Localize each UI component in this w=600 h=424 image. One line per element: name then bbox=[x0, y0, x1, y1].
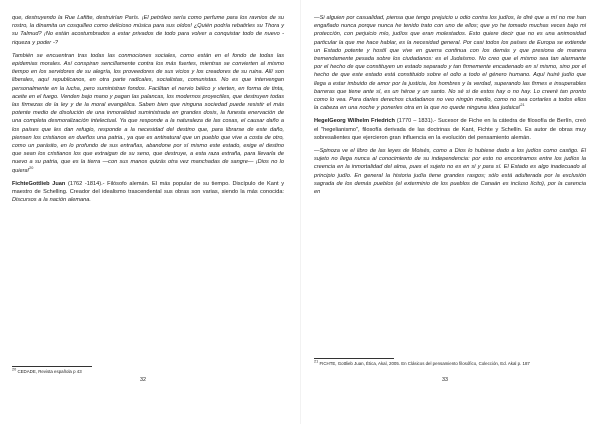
footnote-text: CEDADE, Revista española p 43 bbox=[16, 369, 82, 374]
footnote-rule bbox=[12, 366, 92, 367]
entry-heading: FichteGottlieb Juan bbox=[12, 180, 66, 187]
right-page bbox=[314, 14, 586, 414]
paragraph-text: (1770 – 1831).- Sucesor de Fiche en la cátedra de filosofía de Berlín, creó el "hegelianismo", filosofía derivada de las doctrinas de Kant, Fichte y Schellin. Es autor de obras muy sobresalientes que ejercieron gran influencia en la evolución del pensamiento alemán. bbox=[314, 118, 586, 141]
gutter-divider bbox=[300, 0, 301, 424]
footnote-mark: 21 bbox=[314, 359, 319, 364]
paragraph bbox=[314, 117, 586, 142]
paragraph-text: Discursos a la nación alemana. bbox=[12, 197, 91, 204]
page-number: 32 bbox=[140, 377, 146, 383]
footnote bbox=[12, 369, 284, 375]
paragraph-text: También se encuentran tras todas las conmociones sociales, como están en el fondo de todas las epidemias morales. Así conspiran sencillamente contra los más fuertes, mientras se convierten al mismo tiempo en los servidores de su alegría, los proveedores de sus vicios y los creadores de su ruina. Allí son liberales, aquí republicanos, en otra parte radicales, socialistas, comunistas. No es que intervengan personalmente en la lucha, pero suministran fondos. Facilitan el nervio bélico y vierten, en forma de tinta, aceite en el fuego. Venden bajo mano y pagan las palancas, los modernos proyectiles, que destruyen todas las firmezas de la ley y de la moral evangélica. Saben bien que ninguna sociedad puede resistir el más potente medio de disolución de una inmoralidad suministrada en grandes dosis, la funesta enervación de una completa desmoralización intelectual. Ya que responde a la naturaleza de las cosas, el causar daño a los países que les dan refugio, responde a la necesidad del destino que, para librarse de este daño, piensen los cristianos en dueños una patria., ya que es antinatural que un pueblo que vive a costa de otro, como un parásito, en lo profundo de sus entrañas, abandone por sí mismo este estado, exige el destino que sean los cristianos los que extraigan de su seno, que destruye, a esta raza extraña, para llevarla de nuevo a su patria, que es la tierra —con sus manos quizás otra vez manchadas de sangre— ¡Dios no lo quiera! bbox=[12, 52, 284, 174]
footnote-reference: 21 bbox=[520, 103, 525, 108]
footnote-rule bbox=[314, 358, 394, 359]
right-page-body bbox=[314, 14, 586, 196]
paragraph bbox=[12, 14, 284, 47]
left-page bbox=[12, 14, 284, 414]
footnote-reference: 20 bbox=[29, 165, 34, 170]
left-page-body bbox=[12, 14, 284, 204]
footnote-text: FICHTE, Gottlieb Juan, Ética, Akal, 2005. En Clásicos del pensamiento filosófico, Colección, Ed. Akal p. 187 bbox=[318, 361, 530, 366]
footnote bbox=[314, 361, 586, 367]
footnote-mark: 20 bbox=[12, 367, 17, 372]
page-number: 33 bbox=[442, 377, 448, 383]
paragraph bbox=[12, 180, 284, 205]
paragraph bbox=[314, 14, 586, 112]
paragraph bbox=[314, 147, 586, 196]
entry-heading: HegelGeorg Wilhelm Friedrich bbox=[314, 118, 395, 125]
paragraph-text: —Spinoza ve el libro de las leyes de Moisés, como a Dios lo hubiese dado a los judíos como castigo. El sujeto no llega nunca al conocimiento de su independencia: por esto no encontramos entre los judíos la creencia en la inmortalidad del alma, pues el sujeto no es en sí y para sí. El Estado es algo inadecuado al principio judío. En general la historia judía tiene grandes rasgos; sólo está adulterada por la exclusión sagrada de los demás pueblos (el exterminio de los pueblos de Canaán es incluso lícito), por la carencia en bbox=[314, 148, 586, 196]
paragraph-text: (1762 -1814).- Filósofo alemán. El más popular de su tiempo. Discípulo de Kant y maestro de Schelling. Creador del idealismo trascendental sus obras son varias, siendo la más conocida: bbox=[12, 180, 284, 196]
paragraph bbox=[12, 52, 284, 175]
paragraph-text: que, destruyendo la Rue Lafitte, destruirían París. ¡El petróleo sería como perfume para los ravnios de su rostro, la dinamita un cosquilleo como delicioso música para sus oídos! ¿Quién podría rebatirles su Thora y su Talmud? ¡No están acostumbrados a estar privados de todo para volver a conquistar todo de nuevo - riqueza y poder -? bbox=[12, 15, 284, 46]
paragraph-text: —Si alguien por casualidad, piensa que tengo prejuicio u odio contra los judíos, le diré que a mí no me han engañado nunca porque nunca he tenido trato con uno de ellos; que yo he tomado muchas veces bajo mi protección, con perjuicio mío, judíos que eran molestados. Esto quiere decir que no es una animosidad particular la que me hace hablar, es la necesidad general. Por casi todos los países de Europa se extiende un Estado potente y hostil que vive en guerra continua con los demás y que presiona de manera tremendamente pesada sobre los ciudadanos: es el Judaísmo. No creo que el mismo sea tan alarmante por el hecho de que constituyen un estado separado y tan firmemente encadenado en sí mismo, sino por el hecho de que este estado está constituido sobre el odio a todo el género humano. Aquí huiré judío que llega a estar imbuido de amor por la justicia, los hombres y la verdad, superando las firmes e insuperables barreras que tiene ante sí, es un héroe y un santo. No sé si de estos hay o no hay. Lo creeré tan pronto como lo vea. Para darles derechos ciudadanos no veo ningún medio, como no sea cortarles a todos ellos la cabeza en una noche y ponerles otra en la que no quede ninguna idea judaica! bbox=[314, 15, 586, 112]
